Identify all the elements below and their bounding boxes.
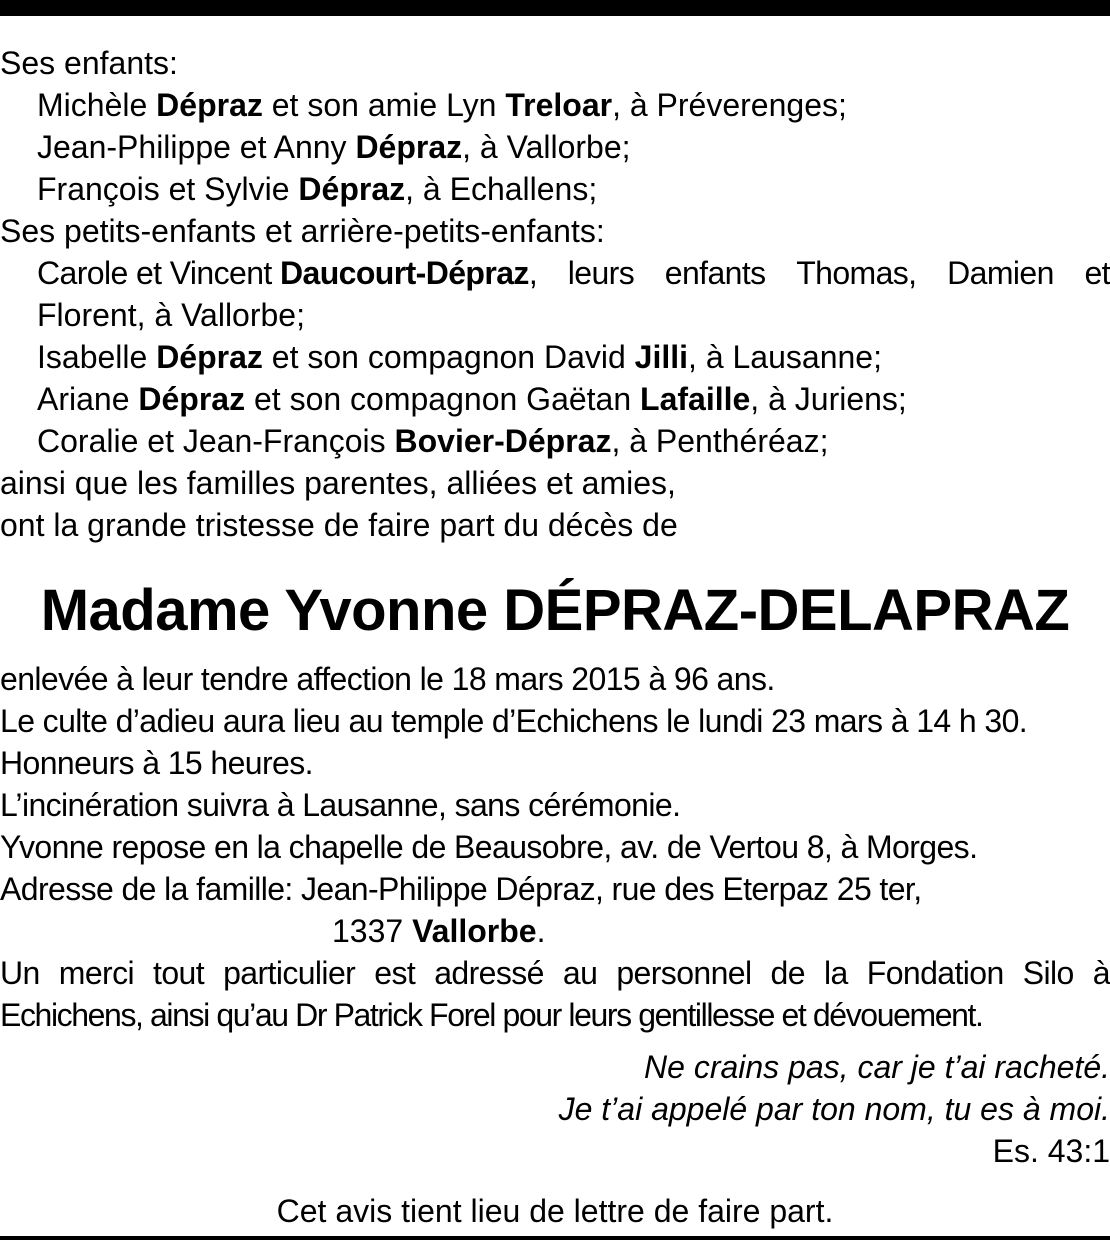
thanks-line: Un merci tout particulier est adressé au personnel de la Fondation Silo à [0, 955, 1110, 991]
postal-line: 1337 Vallorbe. [332, 913, 546, 949]
families-line: ainsi que les familles parentes, alliées et amies, [0, 465, 676, 501]
grandchild-line: Isabelle Dépraz et son compagnon David Jilli, à Lausanne; [37, 339, 882, 375]
grandchild-line: Ariane Dépraz et son compagnon Gaëtan Lafaille, à Juriens; [37, 381, 907, 417]
top-rule [0, 0, 1110, 16]
thanks-line-continuation: Echichens, ainsi qu’au Dr Patrick Forel pour leurs gentillesse et dévouement. [0, 997, 983, 1033]
verse-line-2: Je t’ai appelé par ton nom, tu es à moi. [558, 1091, 1110, 1127]
children-heading: Ses enfants: [0, 45, 178, 81]
announcement-line: ont la grande tristesse de faire part du décès de [0, 507, 678, 543]
passing-line: enlevée à leur tendre affection le 18 mars 2015 à 96 ans. [0, 661, 775, 697]
honours-line: Honneurs à 15 heures. [0, 745, 313, 781]
resting-place-line: Yvonne repose en la chapelle de Beausobre, av. de Vertou 8, à Morges. [0, 829, 978, 865]
grandchild-line-continuation: Florent, à Vallorbe; [37, 297, 305, 333]
child-line: Michèle Dépraz et son amie Lyn Treloar, à Préverenges; [37, 87, 847, 123]
deceased-name: Madame Yvonne DÉPRAZ-DELAPRAZ [40, 578, 1070, 643]
bottom-rule [0, 1236, 1110, 1240]
verse-reference: Es. 43:1 [992, 1133, 1110, 1169]
closing-line: Cet avis tient lieu de lettre de faire part. [276, 1193, 834, 1229]
service-line: Le culte d’adieu aura lieu au temple d’Echichens le lundi 23 mars à 14 h 30. [0, 703, 1028, 739]
obituary-notice [0, 42, 1110, 1232]
family-address-line: Adresse de la famille: Jean-Philippe Dépraz, rue des Eterpaz 25 ter, [0, 871, 922, 907]
child-line: Jean-Philippe et Anny Dépraz, à Vallorbe; [37, 129, 631, 165]
grandchild-line: Coralie et Jean-François Bovier-Dépraz, à Penthéréaz; [37, 423, 829, 459]
child-line: François et Sylvie Dépraz, à Echallens; [37, 171, 598, 207]
verse-line-1: Ne crains pas, car je t’ai racheté. [644, 1049, 1110, 1085]
cremation-line: L’incinération suivra à Lausanne, sans cérémonie. [0, 787, 681, 823]
grandchild-line: Carole et Vincent Daucourt-Dépraz, leurs enfants Thomas, Damien et [37, 255, 1110, 291]
grandchildren-heading: Ses petits-enfants et arrière-petits-enfants: [0, 213, 605, 249]
